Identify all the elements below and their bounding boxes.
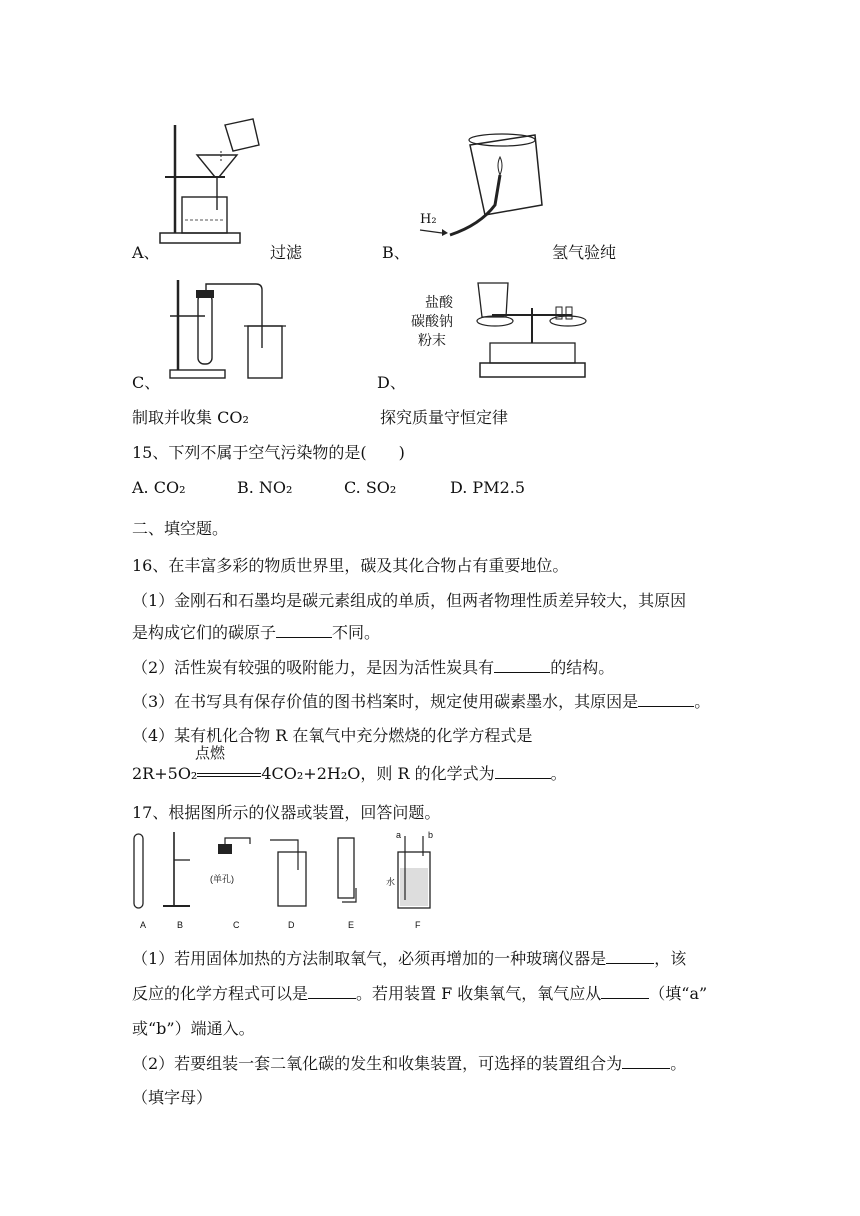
apparatus-b-label: B [177, 920, 184, 930]
mass-conservation-figure [470, 283, 590, 380]
q16-stem: 16、在丰富多彩的物质世界里，碳及其化合物占有重要地位。 [132, 556, 569, 575]
q15-option-a: A. CO₂ [132, 478, 186, 497]
q16-equation: 2R+5O₂ 4CO₂+2H₂O，则 R 的化学式为 。 [132, 764, 567, 783]
q17-part1-line3: 或“b”）端通入。 [132, 1019, 255, 1038]
apparatus-f-label: F [415, 920, 421, 930]
answer-blank[interactable] [622, 1054, 670, 1069]
reaction-arrow [197, 773, 261, 777]
q17-part1-line1: （1）若用固体加热的方法制取氧气，必须再增加的一种玻璃仪器是 ，该 [132, 949, 687, 968]
d-tag-na2co3: 碳酸钠 [411, 314, 453, 330]
answer-blank[interactable] [638, 692, 694, 707]
q17-stem: 17、根据图所示的仪器或装置，回答问题。 [132, 803, 441, 822]
q17-part1-line2: 反应的化学方程式可以是 。若用装置 F 收集氧气，氧气应从 （填“a” [132, 984, 708, 1003]
q15-stem: 15、下列不属于空气污染物的是( ) [132, 443, 405, 462]
q16-part3: （3）在书写具有保存价值的图书档案时，规定使用碳素墨水，其原因是 。 [132, 692, 711, 711]
filtration-figure [155, 115, 265, 250]
q16-part2: （2）活性炭有较强的吸附能力，是因为活性炭具有 的结构。 [132, 658, 615, 677]
apparatus-f-port-b: b [428, 830, 434, 840]
q17-part2-note: （填字母） [132, 1088, 213, 1107]
apparatus-e-label: E [348, 920, 355, 930]
q15-option-d: D. PM2.5 [450, 478, 526, 497]
option-d-label: D、 [377, 373, 406, 392]
d-tag-powder: 粉末 [418, 333, 446, 349]
h2-gas-label: H₂ [420, 212, 437, 227]
apparatus-figure [130, 830, 440, 910]
answer-blank[interactable] [308, 984, 356, 999]
section-heading: 二、填空题。 [132, 519, 229, 538]
option-a-caption: 过滤 [270, 243, 303, 262]
q15-option-c: C. SO₂ [344, 478, 397, 497]
answer-blank[interactable] [494, 658, 550, 673]
option-b-caption: 氢气验纯 [552, 243, 617, 262]
option-c-caption: 制取并收集 CO₂ [132, 408, 249, 427]
apparatus-d-label: D [288, 920, 295, 930]
reaction-condition: 点燃 [195, 745, 226, 762]
hydrogen-test-figure [420, 125, 550, 240]
q15-option-b: B. NO₂ [237, 478, 293, 497]
answer-blank[interactable] [276, 623, 332, 638]
apparatus-f-port-a: a [396, 830, 402, 840]
q17-part2: （2）若要组装一套二氧化碳的发生和收集装置，可选择的装置组合为 。 [132, 1054, 687, 1073]
apparatus-a-label: A [140, 920, 147, 930]
q16-part1-line1: （1）金刚石和石墨均是碳元素组成的单质，但两者物理性质差异较大，其原因 [132, 591, 687, 610]
d-tag-hcl: 盐酸 [425, 295, 453, 311]
q16-part1-line2: 是构成它们的碳原子 不同。 [132, 623, 381, 642]
option-d-caption: 探究质量守恒定律 [380, 408, 509, 427]
apparatus-f-water: 水 [386, 877, 396, 887]
co2-setup-figure [160, 278, 290, 380]
answer-blank[interactable] [606, 949, 654, 964]
apparatus-c-note: (单孔) [210, 874, 234, 884]
answer-blank[interactable] [601, 984, 649, 999]
q16-part4: （4）某有机化合物 R 在氧气中充分燃烧的化学方程式是 [132, 726, 533, 745]
apparatus-c-label: C [233, 920, 240, 930]
option-a-label: A、 [132, 243, 160, 262]
option-b-label: B、 [382, 243, 410, 262]
answer-blank[interactable] [495, 764, 551, 779]
option-c-label: C、 [132, 373, 161, 392]
